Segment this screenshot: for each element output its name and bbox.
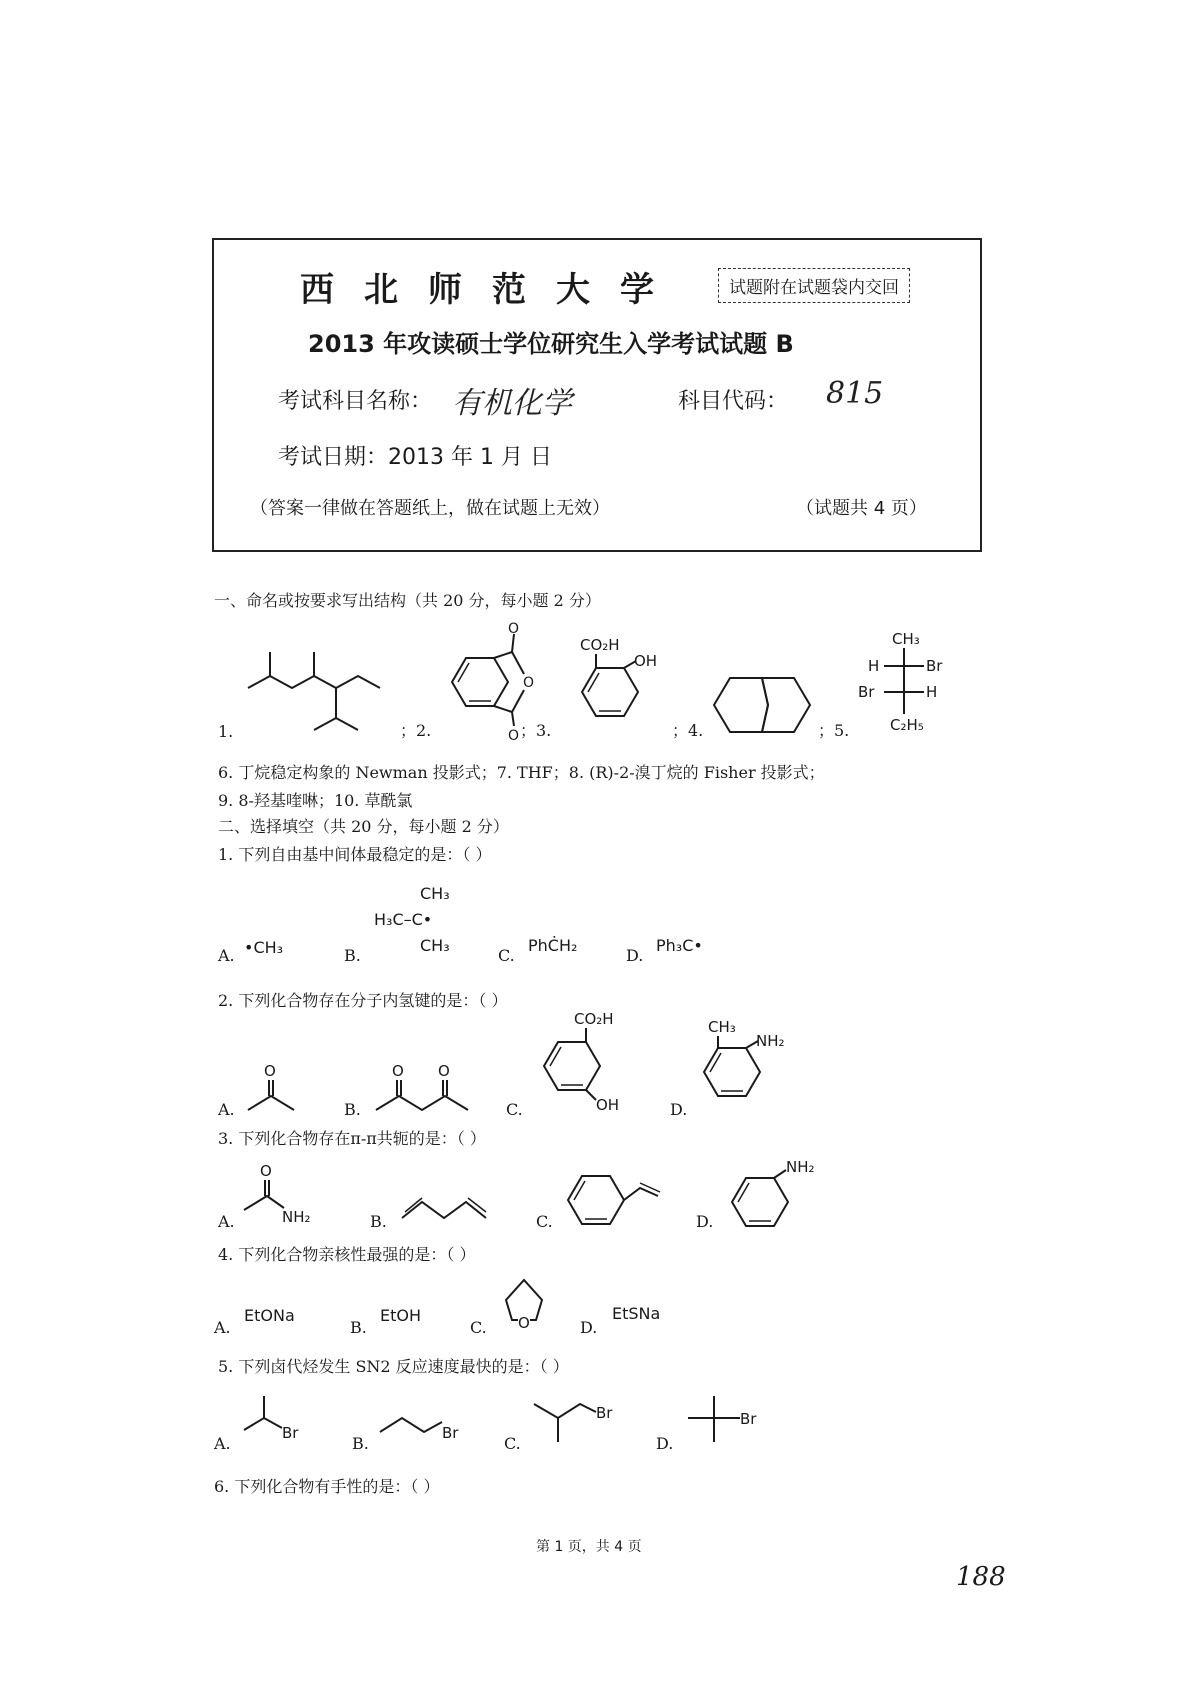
s2-q2-hydroxybenzoic-acid xyxy=(530,1010,650,1114)
hba-co2h: CO₂H xyxy=(574,1010,614,1028)
ibbr-br: Br xyxy=(596,1404,613,1422)
s2-q5-label-d: D. xyxy=(656,1434,674,1453)
acac-o2: O xyxy=(438,1062,450,1080)
ipbr-br: Br xyxy=(282,1424,299,1442)
toluidine-ch3: CH₃ xyxy=(708,1018,736,1036)
structure-4-decalin xyxy=(710,670,826,740)
s2-q2-acetylacetone xyxy=(372,1060,482,1118)
s2-q1-label-a: A. xyxy=(218,946,235,965)
s2-q1-b-mid: H₃C–C• xyxy=(374,910,433,929)
anhydride-o-bottom: O xyxy=(508,728,520,740)
toluidine-nh2: NH₂ xyxy=(756,1032,785,1050)
s2-q2-toluidine xyxy=(694,1014,814,1114)
q4-label: ；4. xyxy=(672,721,704,740)
section1-title: 一、命名或按要求写出结构（共 20 分，每小题 2 分） xyxy=(214,591,601,610)
s2-q1-stem: 1. 下列自由基中间体最稳定的是：（ ） xyxy=(218,845,492,864)
subject-label: 考试科目名称： xyxy=(278,389,433,414)
subject-value-handwritten: 有机化学 xyxy=(452,386,572,421)
s2-q1-option-a: •CH₃ xyxy=(244,938,284,957)
s2-q5-label-b: B. xyxy=(352,1434,369,1453)
hba-oh: OH xyxy=(596,1096,620,1114)
s2-q1-label-b: B. xyxy=(344,946,361,965)
handwritten-page-number: 188 xyxy=(956,1562,1006,1592)
s2-q3-pentadiene xyxy=(398,1190,500,1226)
s2-q4-option-a: EtONa xyxy=(244,1306,295,1325)
s2-q1-b-top: CH₃ xyxy=(420,884,450,903)
code-value-handwritten: 815 xyxy=(826,376,884,411)
s2-q3-aniline xyxy=(724,1154,844,1232)
university-name: 西北师范大学 xyxy=(300,270,684,310)
s2-q5-tert-butyl-bromide xyxy=(680,1392,780,1448)
s2-q3-label-b: B. xyxy=(370,1212,387,1231)
acetone-o: O xyxy=(264,1062,276,1080)
return-notice: 试题附在试题袋内交回 xyxy=(718,268,910,303)
s2-q1-b-bot: CH₃ xyxy=(420,936,450,955)
s2-q2-label-a: A. xyxy=(218,1100,235,1119)
s2-q1-label-d: D. xyxy=(626,946,644,965)
s2-q5-label-a: A. xyxy=(214,1434,231,1453)
fischer-br-top: Br xyxy=(926,657,943,675)
section1-line9: 9. 8-羟基喹啉；10. 草酰氯 xyxy=(218,791,413,810)
exam-date: 考试日期：2013 年 1 月 日 xyxy=(278,445,552,470)
s2-q6-stem: 6. 下列化合物有手性的是：（ ） xyxy=(214,1477,440,1496)
s2-q2-label-d: D. xyxy=(670,1100,688,1119)
aniline-nh2: NH₂ xyxy=(786,1158,815,1176)
s2-q4-label-c: C. xyxy=(470,1318,487,1337)
s2-q4-option-d: EtSNa xyxy=(612,1304,661,1323)
s2-q3-styrene xyxy=(560,1160,680,1230)
npbr-br: Br xyxy=(442,1424,459,1442)
s2-q2-acetone xyxy=(244,1060,304,1118)
s2-q3-acetamide xyxy=(240,1160,330,1230)
s2-q4-stem: 4. 下列化合物亲核性最强的是：（ ） xyxy=(218,1245,476,1264)
s2-q5-label-c: C. xyxy=(504,1434,521,1453)
fischer-h-bottom: H xyxy=(926,683,938,701)
s2-q5-stem: 5. 下列卤代烃发生 SN2 反应速度最快的是：（ ） xyxy=(218,1357,569,1376)
s2-q3-label-a: A. xyxy=(218,1212,235,1231)
page-footer: 第 1 页，共 4 页 xyxy=(536,1539,642,1555)
section2-title: 二、选择填空（共 20 分，每小题 2 分） xyxy=(218,817,509,836)
fischer-ch3: CH₃ xyxy=(892,630,920,648)
answer-note: （答案一律做在答题纸上，做在试题上无效） xyxy=(250,498,610,519)
s2-q1-label-c: C. xyxy=(498,946,515,965)
fischer-br-bottom: Br xyxy=(858,683,875,701)
structure-3-salicylic-acid xyxy=(572,634,672,740)
tbbr-br: Br xyxy=(740,1410,757,1428)
pages-note: （试题共 4 页） xyxy=(796,498,927,519)
s2-q2-label-b: B. xyxy=(344,1100,361,1119)
code-label: 科目代码： xyxy=(678,389,789,414)
s2-q4-label-d: D. xyxy=(580,1318,598,1337)
q1-label: 1. xyxy=(218,722,234,741)
structure-1-alkane xyxy=(238,640,418,740)
acac-o1: O xyxy=(392,1062,404,1080)
acetamide-o: O xyxy=(260,1162,272,1180)
s2-q5-isobutyl-bromide xyxy=(530,1390,630,1448)
s2-q4-thf xyxy=(496,1272,556,1338)
section1-line6: 6. 丁烷稳定构象的 Newman 投影式；7. THF；8. (R)-2-溴丁烷的 Fisher 投影式； xyxy=(218,763,825,782)
fischer-c2h5: C₂H₅ xyxy=(890,716,924,734)
s2-q5-isopropyl-bromide xyxy=(240,1392,310,1448)
s2-q2-label-c: C. xyxy=(506,1100,523,1119)
anhydride-o-ring: O xyxy=(523,675,535,691)
acetamide-nh2: NH₂ xyxy=(282,1208,311,1226)
exam-title: 2013 年攻读硕士学位研究生入学考试试题 B xyxy=(308,330,794,358)
s2-q2-stem: 2. 下列化合物存在分子内氢键的是：（ ） xyxy=(218,991,508,1010)
salicylic-oh: OH xyxy=(634,652,658,670)
salicylic-co2h: CO₂H xyxy=(580,636,620,654)
q2-label: ；2. xyxy=(400,721,432,740)
fischer-h-top: H xyxy=(868,657,880,675)
s2-q5-propyl-bromide xyxy=(376,1402,472,1446)
anhydride-o-top: O xyxy=(508,622,520,637)
s2-q4-option-b: EtOH xyxy=(380,1306,422,1325)
q3-label: ；3. xyxy=(520,721,552,740)
s2-q1-option-c: PhĊH₂ xyxy=(528,936,578,955)
thf-o: O xyxy=(518,1314,530,1332)
s2-q3-label-d: D. xyxy=(696,1212,714,1231)
structure-5-fischer-projection xyxy=(854,626,974,736)
s2-q4-label-b: B. xyxy=(350,1318,367,1337)
q5-label: ；5. xyxy=(818,721,850,740)
s2-q3-stem: 3. 下列化合物存在π-π共轭的是：（ ） xyxy=(218,1129,486,1148)
s2-q4-label-a: A. xyxy=(214,1318,231,1337)
s2-q3-label-c: C. xyxy=(536,1212,553,1231)
s2-q1-option-d: Ph₃C• xyxy=(656,936,703,955)
